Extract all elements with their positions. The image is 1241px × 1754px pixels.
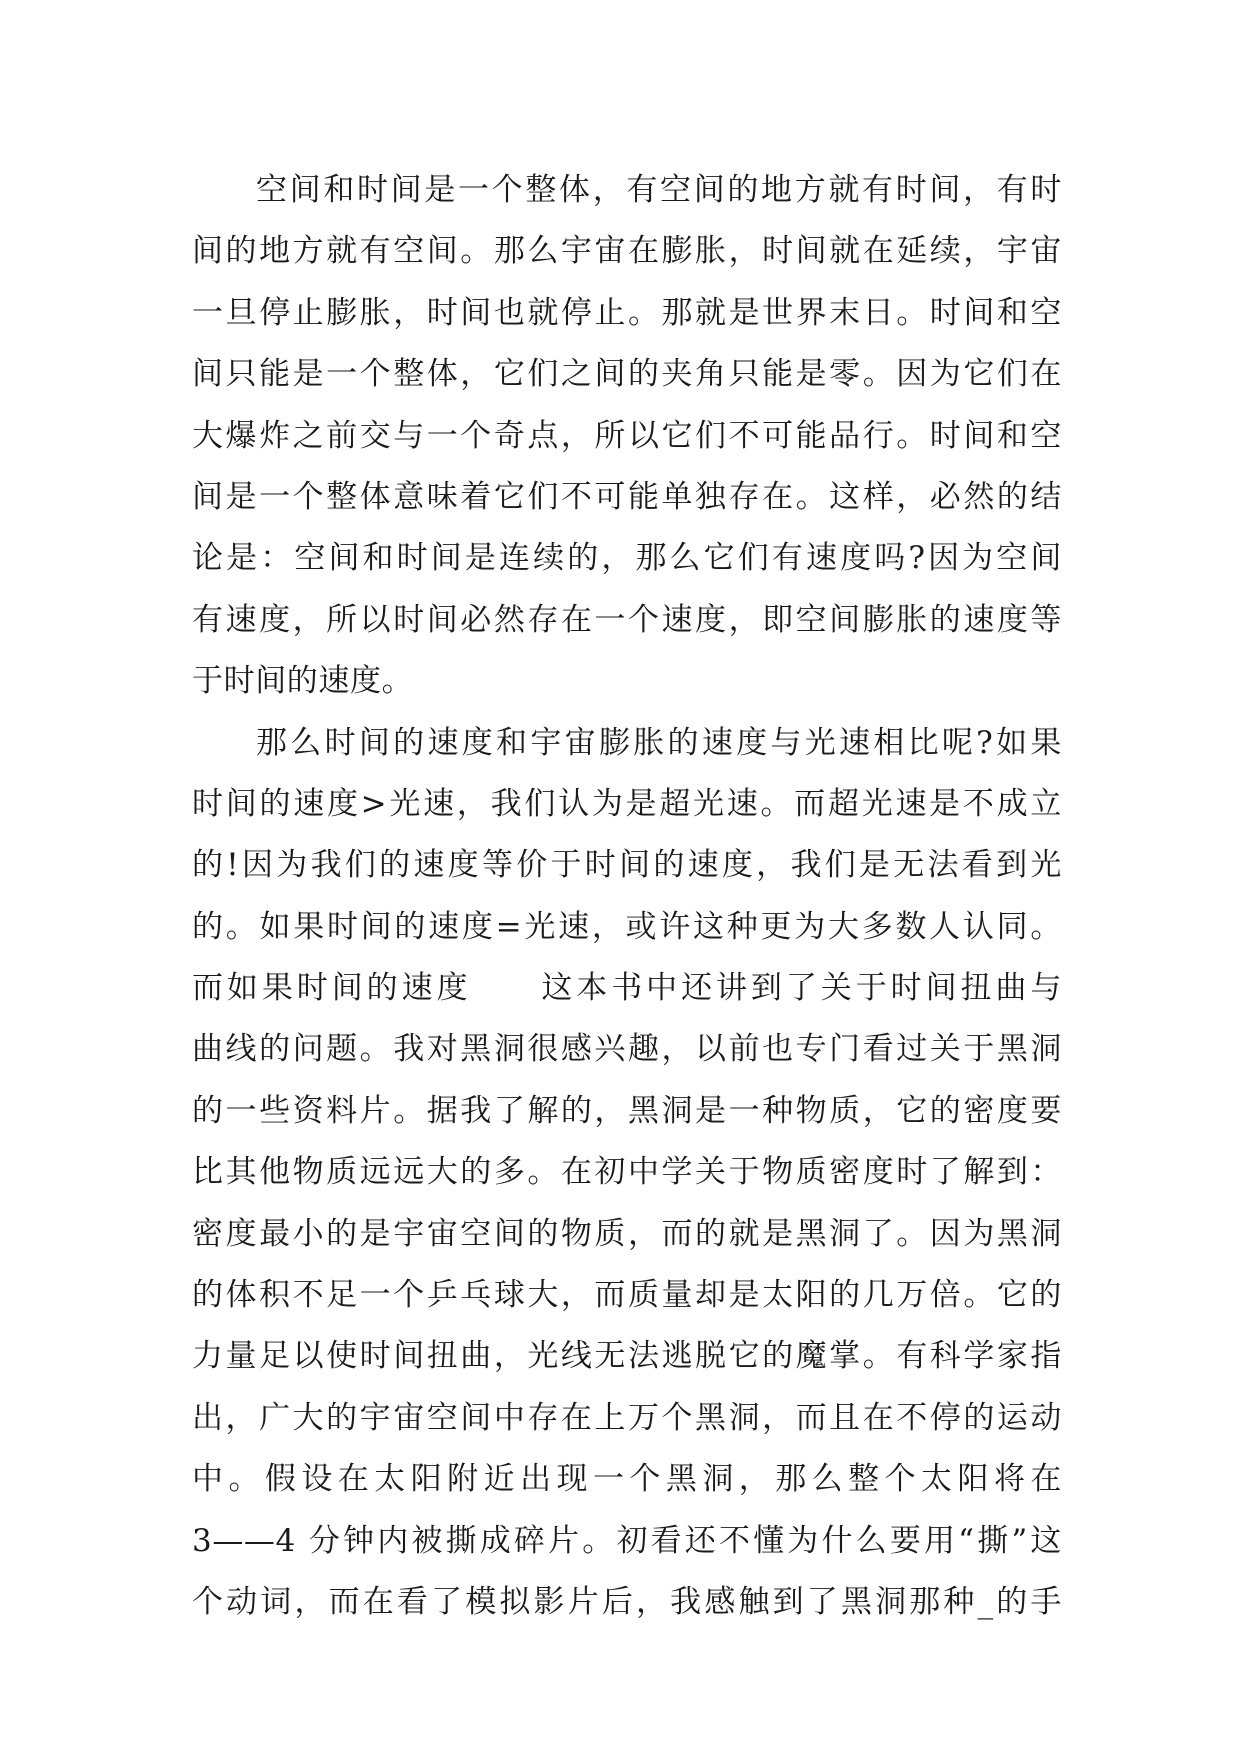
text-line: 间只能是一个整体，它们之间的夹角只能是零。因为它们在	[192, 356, 1062, 393]
text-line: 个动词，而在看了模拟影片后，我感触到了黑洞那种_的手	[192, 1583, 1062, 1620]
text-line: 出，广大的宇宙空间中存在上万个黑洞，而且在不停的运动	[192, 1399, 1062, 1436]
text-line: 的。如果时间的速度=光速，或许这种更为大多数人认同。	[192, 908, 1062, 945]
text-line: 空间和时间是一个整体，有空间的地方就有时间，有时	[256, 172, 1062, 208]
text-line: 的!因为我们的速度等价于时间的速度，我们是无法看到光	[192, 847, 1062, 884]
text-line: 论是：空间和时间是连续的，那么它们有速度吗?因为空间	[192, 540, 1062, 577]
text-line: 3——4 分钟内被撕成碎片。初看还不懂为什么要用“撕”这	[192, 1522, 1062, 1559]
text-line: 大爆炸之前交与一个奇点，所以它们不可能品行。时间和空	[192, 417, 1062, 454]
text-line: 的一些资料片。据我了解的，黑洞是一种物质，它的密度要	[192, 1092, 1062, 1129]
text-line: 曲线的问题。我对黑洞很感兴趣，以前也专门看过关于黑洞	[192, 1031, 1062, 1068]
text-line: 时间的速度>光速，我们认为是超光速。而超光速是不成立	[192, 785, 1062, 822]
text-line: 间的地方就有空间。那么宇宙在膨胀，时间就在延续，宇宙	[192, 233, 1062, 270]
text-line: 比其他物质远远大的多。在初中学关于物质密度时了解到：	[192, 1154, 1062, 1191]
text-line: 有速度，所以时间必然存在一个速度，即空间膨胀的速度等	[192, 601, 1062, 638]
text-line: 间是一个整体意味着它们不可能单独存在。这样，必然的结	[192, 478, 1062, 515]
text-line: 力量足以使时间扭曲，光线无法逃脱它的魔掌。有科学家指	[192, 1338, 1062, 1375]
text-line: 的体积不足一个乒乓球大，而质量却是太阳的几万倍。它的	[192, 1277, 1062, 1314]
text-line: 一旦停止膨胀，时间也就停止。那就是世界末日。时间和空	[192, 294, 1062, 331]
text-line: 于时间的速度。	[192, 663, 414, 700]
text-line: 中。假设在太阳附近出现一个黑洞，那么整个太阳将在	[192, 1461, 1062, 1498]
document-body	[192, 160, 1062, 1633]
text-line: 密度最小的是宇宙空间的物质，而的就是黑洞了。因为黑洞	[192, 1215, 1062, 1252]
text-line: 而如果时间的速度 这本书中还讲到了关于时间扭曲与	[192, 970, 1062, 1007]
text-line: 那么时间的速度和宇宙膨胀的速度与光速相比呢?如果	[256, 724, 1062, 761]
